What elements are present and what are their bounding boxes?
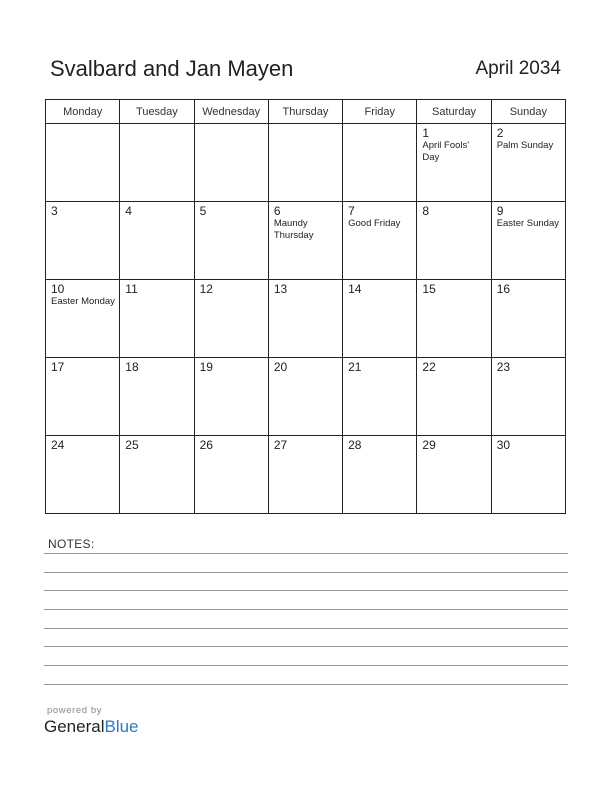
day-number: 6 (273, 204, 281, 218)
day-number: 16 (496, 282, 511, 296)
day-number: 14 (348, 282, 362, 296)
holiday-label: Palm Sunday (496, 140, 554, 151)
weekday-header-row (46, 100, 566, 124)
day-cell (194, 358, 268, 436)
day-cell (120, 436, 194, 514)
holiday-label: April Fools' Day (422, 140, 470, 163)
day-cell (343, 358, 417, 436)
day-number: 26 (199, 438, 213, 452)
weekday-header: Saturday (417, 100, 491, 124)
note-line (44, 590, 568, 591)
holiday-label: Good Friday (348, 218, 401, 229)
day-number: 5 (199, 204, 207, 218)
day-cell (194, 124, 268, 202)
day-cell (268, 124, 342, 202)
day-number: 19 (199, 360, 213, 374)
weekday-header: Monday (46, 100, 120, 124)
day-cell (120, 358, 194, 436)
day-cell (343, 280, 417, 358)
note-line (44, 628, 568, 629)
day-cell (46, 436, 120, 514)
note-line (44, 553, 568, 554)
day-cell (491, 358, 565, 436)
day-number: 22 (422, 360, 436, 374)
day-number (343, 124, 416, 126)
weekday-header: Wednesday (194, 100, 268, 124)
day-number: 21 (348, 360, 362, 374)
week-row (46, 124, 566, 202)
weekday-header: Friday (343, 100, 417, 124)
note-line (44, 665, 568, 666)
holiday-label: Easter Monday (51, 296, 115, 307)
brand-blue: Blue (104, 717, 139, 736)
day-number: 27 (273, 438, 288, 452)
day-cell (194, 202, 268, 280)
day-number: 30 (496, 438, 511, 452)
week-row (46, 358, 566, 436)
holiday-label: Easter Sunday (496, 218, 560, 229)
day-number: 3 (51, 204, 58, 218)
day-cell (491, 436, 565, 514)
day-number (46, 124, 119, 126)
day-cell (268, 280, 342, 358)
day-cell (120, 202, 194, 280)
day-cell (46, 358, 120, 436)
day-number: 15 (422, 282, 436, 296)
day-number: 24 (51, 438, 65, 452)
day-number: 29 (422, 438, 436, 452)
day-number: 17 (51, 360, 65, 374)
day-number: 23 (496, 360, 511, 374)
weekday-header: Sunday (491, 100, 565, 124)
brand-general: General (44, 717, 105, 736)
day-number: 28 (348, 438, 362, 452)
holiday-label: Maundy Thursday (273, 218, 314, 241)
brand-logo (44, 717, 139, 737)
day-cell (46, 280, 120, 358)
day-number: 13 (273, 282, 288, 296)
weekday-header: Tuesday (120, 100, 194, 124)
day-cell (268, 436, 342, 514)
day-cell (268, 358, 342, 436)
day-cell (194, 280, 268, 358)
week-row (46, 280, 566, 358)
day-cell (343, 436, 417, 514)
day-cell (194, 436, 268, 514)
day-number: 1 (422, 126, 430, 140)
day-cell (46, 202, 120, 280)
calendar-grid (45, 99, 566, 514)
calendar-title: Svalbard and Jan Mayen (50, 56, 294, 81)
powered-by-label: powered by (47, 705, 103, 716)
day-number (120, 124, 193, 126)
day-cell (417, 124, 491, 202)
note-line (44, 684, 568, 685)
day-number: 18 (125, 360, 139, 374)
day-cell (491, 202, 565, 280)
day-cell (343, 202, 417, 280)
day-number: 11 (125, 282, 138, 296)
day-number: 7 (348, 204, 355, 218)
month-label: April 2034 (475, 58, 561, 79)
day-number (269, 124, 342, 126)
day-cell (343, 124, 417, 202)
day-cell (417, 280, 491, 358)
day-number: 10 (51, 282, 65, 296)
weekday-header: Thursday (268, 100, 342, 124)
day-cell (120, 124, 194, 202)
day-cell (120, 280, 194, 358)
day-number: 4 (125, 204, 132, 218)
week-row (46, 436, 566, 514)
note-line (44, 646, 568, 647)
day-cell (417, 436, 491, 514)
note-line (44, 572, 568, 573)
day-cell (491, 124, 565, 202)
day-number: 12 (199, 282, 213, 296)
day-cell (46, 124, 120, 202)
day-number: 2 (496, 126, 504, 140)
day-cell (417, 358, 491, 436)
day-cell (417, 202, 491, 280)
day-number: 25 (125, 438, 139, 452)
day-cell (268, 202, 342, 280)
day-number: 20 (273, 360, 288, 374)
note-line (44, 609, 568, 610)
day-number: 8 (422, 204, 430, 218)
day-number (195, 124, 268, 126)
day-cell (491, 280, 565, 358)
day-number: 9 (496, 204, 504, 218)
notes-label: NOTES: (48, 537, 95, 551)
week-row (46, 202, 566, 280)
